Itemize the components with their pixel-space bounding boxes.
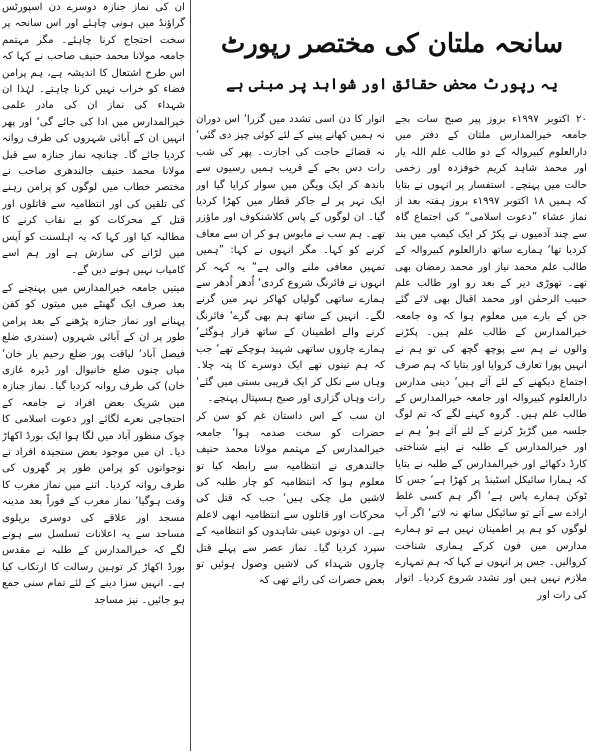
paragraph: اتوار کا دن اسی تشدد میں گزرا‘ اس دوران نہ ہمیں کھانے پینے کے لئے کوئی چیز دی گئی‘ نہ قضائے حاجت کی اجازت۔ پھر کی شب رات دس بجے کے قریب ہمیں رسیوں سے باندھ کر ایک ویگن میں سوار کرایا گیا اور ایک نہر پر لے جاکر قطار میں کھڑا کردیا گیا۔ ان لوگوں کے پاس کلاشنکوف اور ماؤزر تھے۔ ہم سب نے مایوس ہو کر ان سے معاف کرنے کو کہا۔ مگر انہوں نے کہا: ”ہمیں تمہیں معافی ملنے والی ہے“ یہ کہہ کر انہوں نے فائرنگ شروع کردی‘ اُدھر اُدھر سے ہمارے ساتھی گولیاں کھاکر نہر میں گرنے لگے۔ انہیں کے ساتھ ہم بھی گرے‘ فائرنگ کرنے والے اطمینان کے ساتھ فرار ہوگئے‘ ہمارے چاروں ساتھی شہید ہوچکے تھے‘ جب کہ ہم تینوں تھے ایک دوسرے کا پتہ چلا۔ وہاں سے نکل کر ایک قریبی بستی میں گئے‘ رات وہاں گزاری اور صبح ہسپتال پہنچے۔: [196, 114, 385, 404]
paragraph: ۲۰ اکتوبر ۱۹۹۷ء بروز پیر صبح سات بجے جامعہ خیرالمدارس ملتان کے دفتر میں دارالعلوم کبیروالہ کے دو طالب علم اللہ یار اور محمد شاہد کریم خوفزدہ اور زخمی حالت میں پہنچے۔ استفسار پر انہوں نے بتایا کہ ہمیں ۱۸ اکتوبر ۱۹۹۷ء بروز ہفتہ بعد از نماز عشاء ”دعوت اسلامی“ کی اجتماع گاہ سے چند آدمیوں نے پکڑ کر ایک کیمپ میں بند کردیا تھا‘ ہمارے ساتھ دارالعلوم کبیروالہ کے طالب علم محمد نیاز اور محمد رمضان بھی تھے۔ تھوڑی دیر کے بعد رو اور طالب علم حبیب الرحمٰن اور محمد اقبال بھی لائے گئے جن کے بارے میں معلوم ہوا کہ وہ جامعہ خیرالمدارس کے طالب علم ہیں۔ پکڑنے والوں نے ہم سے پوچھ گچھ کی تو ہم نے انہیں پورا تعارف کروایا اور بتایا کہ ہم صرف اجتماع دیکھنے کے لئے آئے ہیں‘ دینی مدارس دارالعلوم کبیروالہ اور جامعہ خیرالمدارس کے طالب علم ہیں۔ گروہ کہنے لگے کہ تم لوگ جلسہ میں گڑبڑ کرنے کے لئے آئے ہو‘ ہم نے اور خیرالمدارس کے طلبہ نے اپنے شناختی کارڈ دکھائے اور خیرالمدارس کے طلبہ نے بتایا کہ ہمارا سائیکل اسٹینڈ پر کھڑا ہے‘ جس کا ٹوکن ہمارے پاس ہے‘ اگر ہم کسی غلط ارادے سے آتے تو سائیکل ساتھ نہ لاتے‘ اگر آپ لوگوں کو ہم پر اطمینان نہیں ہے تو ہمارے مدارس میں فون کرکے ہماری شناخت کروالیں۔ جس پر انہوں نے کہا کہ ہم تمہارے ملازم نہیں ہیں اور تشدد شروع کردیا۔ اتوار کی رات اور: [395, 114, 587, 601]
column-divider: [190, 0, 191, 751]
column-left: [2, 0, 185, 751]
column-middle: [196, 112, 385, 751]
column-right: [395, 112, 587, 751]
paragraph: ان سب کے اس داستان غم کو سن کر حضرات کو سخت صدمہ ہوا‘ جامعہ خیرالمدارس کے مہتمم مولانا محمد حنیف جالندھری نے انتظامیہ سے رابطہ کیا تو معلوم ہوا کہ انتظامیہ کو چار طلبہ کی لاشیں مل چکی ہیں‘ جب کہ قتل کی محرکات اور قاتلوں سے انتظامیہ ابھی لاعلم ہے۔ ان دونوں عینی شاہدوں کو انتظامیہ کے سپرد کردیا گیا۔ نماز عصر سے پہلے قتل چاروں شہداء کی لاشیں وصول ہوئیں تو بعض حضرات کی رائے تھی کہ: [196, 411, 385, 587]
paragraph: میتیں جامعہ خیرالمدارس میں پہنچنے کے بعد صرف ایک گھنٹے میں میتوں کو کفن پہنانے اور نماز جنازہ پڑھنے کے بعد پرامن طور پر ان کے آبائی شہروں (سندری ضلع فیصل آباد‘ لیاقت پور ضلع رحیم یار خان‘ میاں چنوں ضلع خانیوال اور ڈیرہ غازی خان) کی طرف روانہ کردیا گیا۔ نماز جنازہ میں شریک بعض افراد نے جامعہ کے احتجاجی نعرے لگائے اور دعوت اسلامی کا چوک منظور آباد میں لگا ہوا ایک بورڈ اکھاڑ دیا۔ ان میں موجود بعض سنجیدہ افراد نے نوجوانوں کو پرامن طور پر گھروں کی طرف روانہ کردیا۔ اتنے میں نماز مغرب کا وقت ہوگیا‘ نماز مغرب کے فوراً بعد مدینہ مسجد اور علاقے کی دوسری بریلوی مساجد سے یہ اعلانات تسلسل سے ہونے لگے کہ خیرالمدارس کے طلبہ نے مقدس بورڈ اکھاڑ کر توہین رسالت کا ارتکاب کیا ہے۔ انہیں سزا دینے کے لئے تمام سنی جمع ہو جائیں۔ نیز مساجد: [2, 282, 185, 606]
page-subheadline: یہ رپورٹ محض حقائق اور شواہد پر مبنی ہے: [226, 75, 558, 93]
paragraph: ان کی نماز جنازہ دوسرے دن اسپورٹس گراؤنڈ میں ہونی چاہئے اور اس سانحہ پر سخت احتجاج کرنا چاہئے۔ مگر مہتمم جامعہ مولانا محمد حنیف صاحب نے کہا کہ اس طرح اشتعال کا اندیشہ ہے، ہم پرامن فضاء کو خراب نہیں کرنا چاہتے۔ لہٰذا ان شہداء کی نماز ان کی مادر علمی خیرالمدارس میں ادا کی جائے گی‘ اور پھر انہیں ان کے آبائی شہروں کی طرف روانہ کردیا جائے گا۔ چنانچہ نماز جنازہ سے قبل مولانا محمد حنیف جالندھری صاحب نے مختصر خطاب میں لوگوں کو پرامن رہنے کی تلقین کی اور انتظامیہ سے قاتلوں اور قتل کے محرکات کو بے نقاب کرنے کا مطالبہ کیا اور کہا کہ یہ اہلسنت کو آپس میں لڑانے کی سازش ہے اور ہم اسے کامیاب نہیں ہونے دیں گے۔: [2, 2, 185, 276]
headline-block: [196, 0, 588, 106]
page-headline: سانحہ ملتان کی مختصر رپورٹ: [220, 29, 564, 59]
